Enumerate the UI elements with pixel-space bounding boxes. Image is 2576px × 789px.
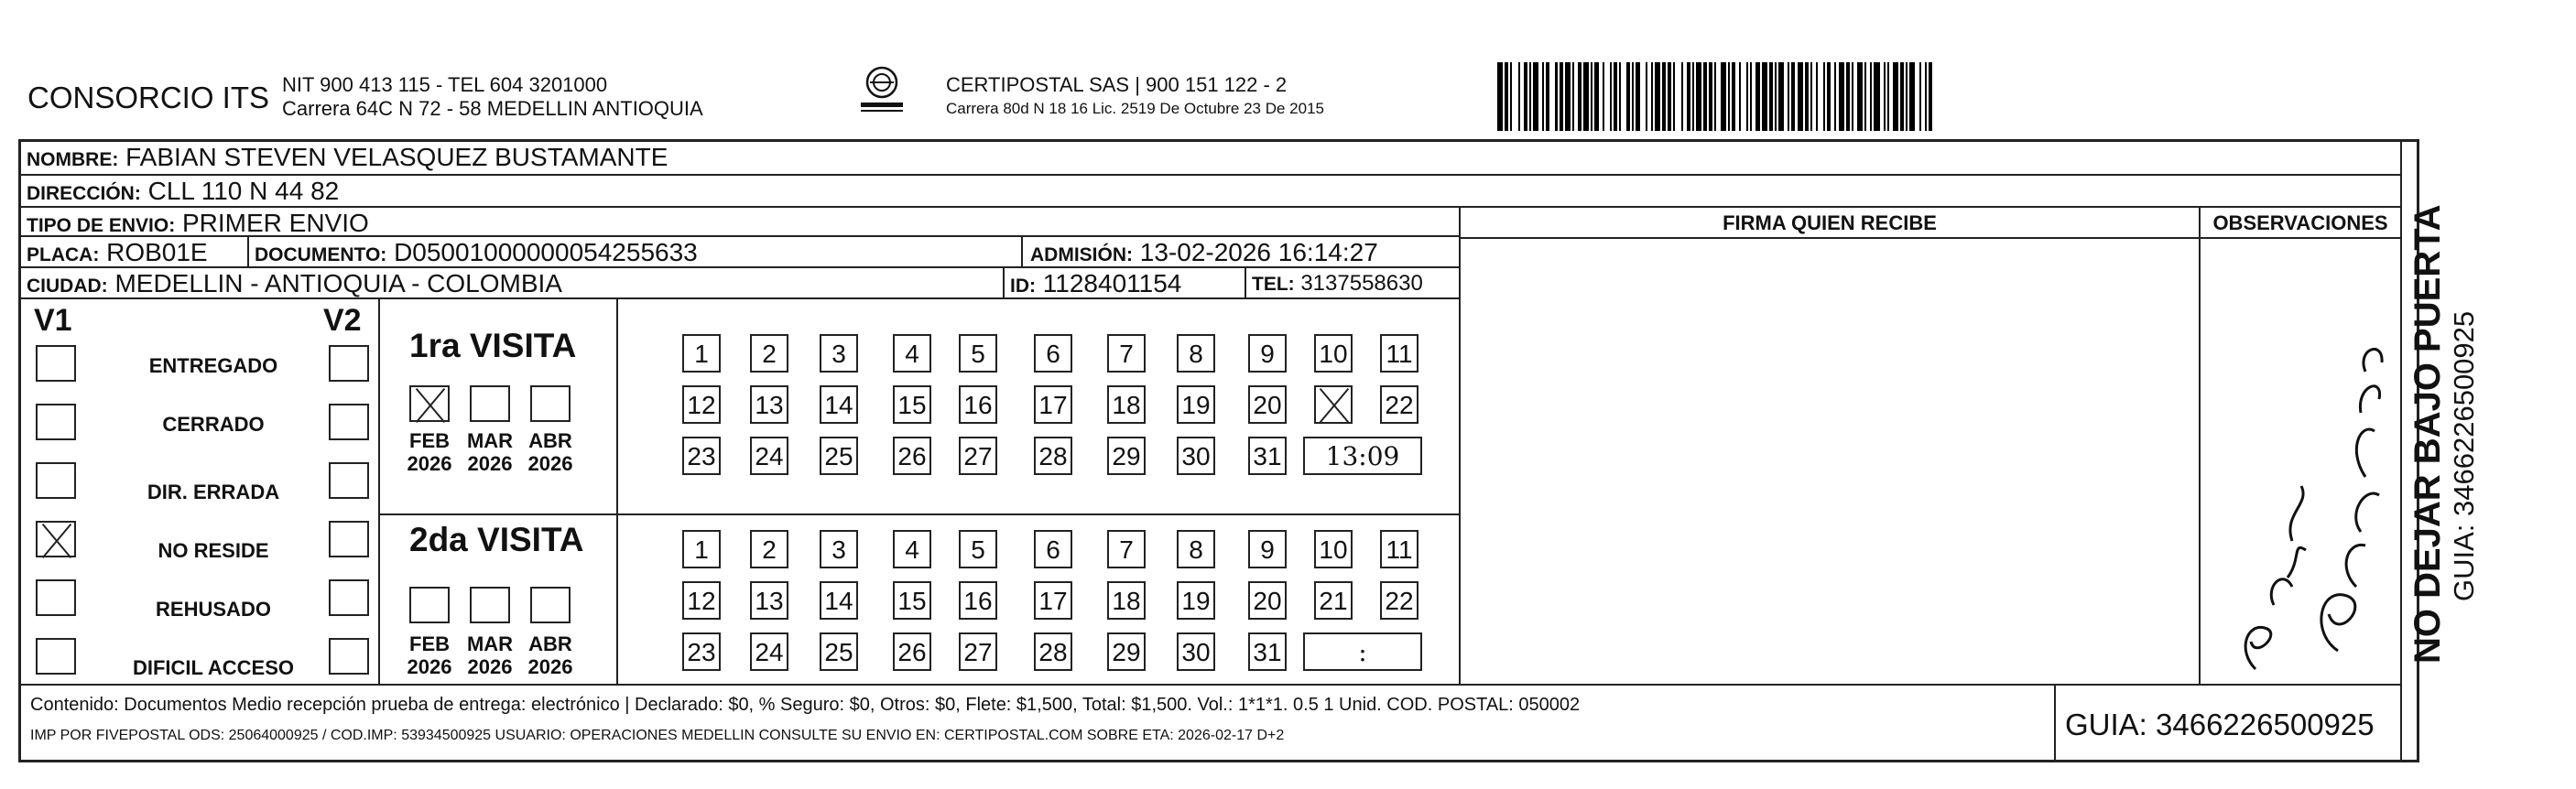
v2-checkbox[interactable] [329, 521, 369, 557]
visit2-day-box[interactable]: 10 [1314, 530, 1353, 568]
visit2-title: 2da VISITA [409, 521, 584, 558]
footer-guide-divider [2054, 684, 2056, 762]
status-label: DIFICIL ACCESO [132, 656, 294, 679]
document-label: DOCUMENTO: [255, 244, 387, 265]
visit-divider [378, 513, 1459, 515]
city-label: CIUDAD: [27, 276, 108, 297]
v2-checkbox[interactable] [329, 345, 369, 382]
tel-value: 3137558630 [1300, 271, 1423, 296]
admission-value: 13-02-2026 16:14:27 [1139, 238, 1378, 266]
visit1-day-box[interactable]: 7 [1107, 334, 1146, 373]
visit2-day-box[interactable]: 14 [820, 581, 858, 620]
visit1-day-box[interactable]: 20 [1248, 385, 1287, 424]
sender-company: CONSORCIO ITS [27, 81, 270, 114]
visit1-day-box[interactable]: 6 [1034, 334, 1072, 373]
footer-divider [21, 684, 2402, 686]
v1-checkbox[interactable] [36, 404, 76, 440]
visit2-day-box[interactable]: 7 [1107, 530, 1146, 568]
visit1-day-box[interactable]: 9 [1248, 334, 1287, 373]
barcode [1497, 62, 2225, 131]
visit2-month-checkbox[interactable] [409, 587, 450, 623]
id-value: 1128401154 [1042, 269, 1182, 297]
visit1-day-box[interactable]: 26 [893, 437, 931, 475]
visit2-day-box[interactable]: 1 [682, 530, 721, 568]
side-divider [2400, 142, 2402, 762]
visit2-day-box[interactable]: 13 [750, 581, 788, 620]
sender-nit: NIT 900 413 115 - TEL 604 3201000 [282, 73, 608, 96]
visit2-day-box[interactable]: 4 [893, 530, 931, 568]
visit2-day-box[interactable]: 5 [959, 530, 997, 568]
status-label: ENTREGADO [148, 354, 278, 377]
visit1-day-box[interactable]: 18 [1107, 385, 1146, 424]
v2-checkbox[interactable] [329, 462, 369, 499]
visit1-day-box[interactable]: 28 [1034, 437, 1072, 475]
visit1-day-box[interactable]: 19 [1177, 385, 1215, 424]
visit1-day-box[interactable]: 10 [1314, 334, 1353, 373]
status-label: DIR. ERRADA [147, 481, 280, 503]
visit1-day-box[interactable]: 14 [820, 385, 858, 424]
visit1-day-box[interactable]: 12 [682, 385, 721, 424]
visit1-day-box[interactable]: 22 [1380, 385, 1418, 424]
visit2-day-box[interactable]: 21 [1314, 581, 1353, 620]
visit1-day-box[interactable]: 5 [959, 334, 997, 373]
tel-label: TEL: [1252, 274, 1295, 295]
v1-checkbox[interactable] [36, 579, 76, 616]
signature-area[interactable] [1461, 239, 2199, 684]
status-divider [378, 299, 380, 684]
sender-info [282, 73, 703, 121]
visit2-day-box[interactable]: 29 [1107, 632, 1146, 671]
visit2-month-label: ABR 2026 [527, 632, 573, 678]
name-label: NOMBRE: [27, 149, 119, 170]
v1-checkbox[interactable] [36, 462, 76, 499]
courier-address: Carrera 80d N 18 16 Lic. 2519 De Octubre 23 De 2015 [946, 100, 1324, 117]
barcode-bar [1932, 62, 1938, 131]
visit1-day-box[interactable]: 11 [1380, 334, 1418, 373]
visit1-day-box[interactable]: 4 [893, 334, 931, 373]
courier-name: CERTIPOSTAL SAS | 900 151 122 - 2 [946, 73, 1288, 96]
plate-row [21, 237, 1459, 268]
visit2-day-box[interactable]: 23 [682, 632, 721, 671]
visit2-day-box[interactable]: 25 [820, 632, 858, 671]
visit1-day-box[interactable]: 2 [750, 334, 788, 373]
name-row [21, 142, 2402, 176]
visit1-title: 1ra VISITA [409, 327, 577, 364]
visit1-day-box[interactable]: 25 [820, 437, 858, 475]
visit1-month-label: FEB 2026 [407, 429, 452, 475]
plate-value: ROB01E [106, 238, 208, 266]
visit2-day-box[interactable]: 24 [750, 632, 788, 671]
visit1-time-box[interactable]: 13:09 [1303, 437, 1422, 475]
visit1-month-checkbox[interactable] [409, 385, 450, 422]
v2-checkbox[interactable] [329, 579, 369, 616]
visit2-day-box[interactable]: 18 [1107, 581, 1146, 620]
footer-guide: GUIA: 3466226500925 [2065, 708, 2375, 741]
shipping-label: TIPO DE ENVIO: [27, 215, 176, 236]
visit1-day-box[interactable]: 16 [959, 385, 997, 424]
observations-header: OBSERVACIONES [2212, 211, 2388, 234]
courier-info [946, 73, 1324, 121]
visit2-day-box[interactable]: 30 [1177, 632, 1215, 671]
observation-handwriting [2201, 239, 2400, 684]
document-value: D05001000000054255633 [394, 238, 698, 266]
side-guide: GUIA: 3466226500925 [2448, 310, 2480, 601]
id-label: ID: [1010, 276, 1036, 297]
v1-label: V1 [34, 303, 72, 338]
visit1-day-box[interactable]: 24 [750, 437, 788, 475]
visit2-day-box[interactable]: 26 [893, 632, 931, 671]
v1-checkbox[interactable] [36, 521, 76, 557]
visit2-day-box[interactable]: 20 [1248, 581, 1287, 620]
visit1-day-box[interactable]: 29 [1107, 437, 1146, 475]
visit2-month-label: FEB 2026 [407, 632, 452, 678]
address-row [21, 176, 2402, 208]
city-value: MEDELLIN - ANTIOQUIA - COLOMBIA [114, 269, 562, 297]
city-row [21, 268, 1459, 299]
visit1-day-box[interactable]: 13 [750, 385, 788, 424]
signature-header: FIRMA QUIEN RECIBE [1723, 211, 1937, 234]
shipping-type: PRIMER ENVIO [181, 209, 369, 237]
status-label: REHUSADO [156, 598, 271, 621]
visit1-day-box[interactable]: 15 [893, 385, 931, 424]
visit1-day-box[interactable]: 31 [1248, 437, 1287, 475]
v2-label: V2 [323, 303, 362, 338]
plate-label: PLACA: [27, 244, 100, 265]
shipping-row [21, 208, 1459, 237]
footer-print-info: IMP POR FIVEPOSTAL ODS: 25064000925 / COD.IMP: 53934500925 USUARIO: OPERACIONES MEDELLIN CONSULTE SU ENVIO EN: CERTIPOSTAL.COM SOBRE ETA: 2026-02-17 D+2 [30, 728, 1285, 743]
v2-checkbox[interactable] [329, 638, 369, 675]
visit1-month-checkbox[interactable] [530, 385, 571, 422]
visit1-month-checkbox[interactable] [470, 385, 510, 422]
visit2-day-box[interactable]: 15 [893, 581, 931, 620]
visit2-month-checkbox[interactable] [530, 587, 571, 623]
v1-checkbox[interactable] [36, 638, 76, 675]
recipient-address: CLL 110 N 44 82 [147, 177, 340, 205]
visit2-day-box[interactable]: 19 [1177, 581, 1215, 620]
certipostal-logo [859, 64, 905, 119]
visit2-day-box[interactable]: 28 [1034, 632, 1072, 671]
side-warning: NO DEJAR BAJO PUERTA [2408, 204, 2448, 664]
visit2-day-box[interactable]: 22 [1380, 581, 1418, 620]
visit2-day-box[interactable]: 3 [820, 530, 858, 568]
visit2-month-checkbox[interactable] [470, 587, 510, 623]
visit2-day-box[interactable]: 11 [1380, 530, 1418, 568]
visit2-day-box[interactable]: 8 [1177, 530, 1215, 568]
visit1-day-box[interactable]: 17 [1034, 385, 1072, 424]
visit2-day-box[interactable]: 12 [682, 581, 721, 620]
admission-label: ADMISIÓN: [1030, 244, 1133, 265]
recipient-name: FABIAN STEVEN VELASQUEZ BUSTAMANTE [125, 143, 668, 171]
visit1-month-label: ABR 2026 [527, 429, 573, 475]
sender-address: Carrera 64C N 72 - 58 MEDELLIN ANTIOQUIA [282, 97, 703, 120]
visit2-day-box[interactable]: 6 [1034, 530, 1072, 568]
address-label: DIRECCIÓN: [27, 183, 141, 204]
visit1-day-box[interactable] [1314, 385, 1353, 424]
visit2-day-box[interactable]: 2 [750, 530, 788, 568]
v2-checkbox[interactable] [329, 404, 369, 440]
months-divider [616, 299, 618, 684]
visit1-day-box[interactable]: 27 [959, 437, 997, 475]
visit1-day-box[interactable]: 3 [820, 334, 858, 373]
footer-content: Contenido: Documentos Medio recepción prueba de entrega: electrónico | Declarado: $0, % Seguro: $0, Otros: $0, Flete: $1,500, Total: $1,500. Vol.: 1*1*1. 0.5 1 Unid. COD. POSTAL: 050002 [30, 695, 1581, 715]
visit2-month-label: MAR 2026 [466, 632, 514, 678]
visit2-day-box[interactable]: 31 [1248, 632, 1287, 671]
visit2-time-box[interactable]: : [1303, 632, 1422, 671]
status-label: CERRADO [162, 413, 265, 436]
visit1-day-box[interactable]: 1 [682, 334, 721, 373]
visit1-month-label: MAR 2026 [466, 429, 514, 475]
visit2-day-box[interactable]: 17 [1034, 581, 1072, 620]
visit2-day-box[interactable]: 9 [1248, 530, 1287, 568]
visit2-day-box[interactable]: 27 [959, 632, 997, 671]
visit2-day-box[interactable]: 16 [959, 581, 997, 620]
delivery-form [18, 139, 2480, 762]
observations-area[interactable] [2201, 239, 2400, 684]
status-label: NO RESIDE [158, 539, 269, 562]
visit1-day-box[interactable]: 30 [1177, 437, 1215, 475]
visit1-day-box[interactable]: 8 [1177, 334, 1215, 373]
v1-checkbox[interactable] [36, 345, 76, 382]
visit1-day-box[interactable]: 23 [682, 437, 721, 475]
